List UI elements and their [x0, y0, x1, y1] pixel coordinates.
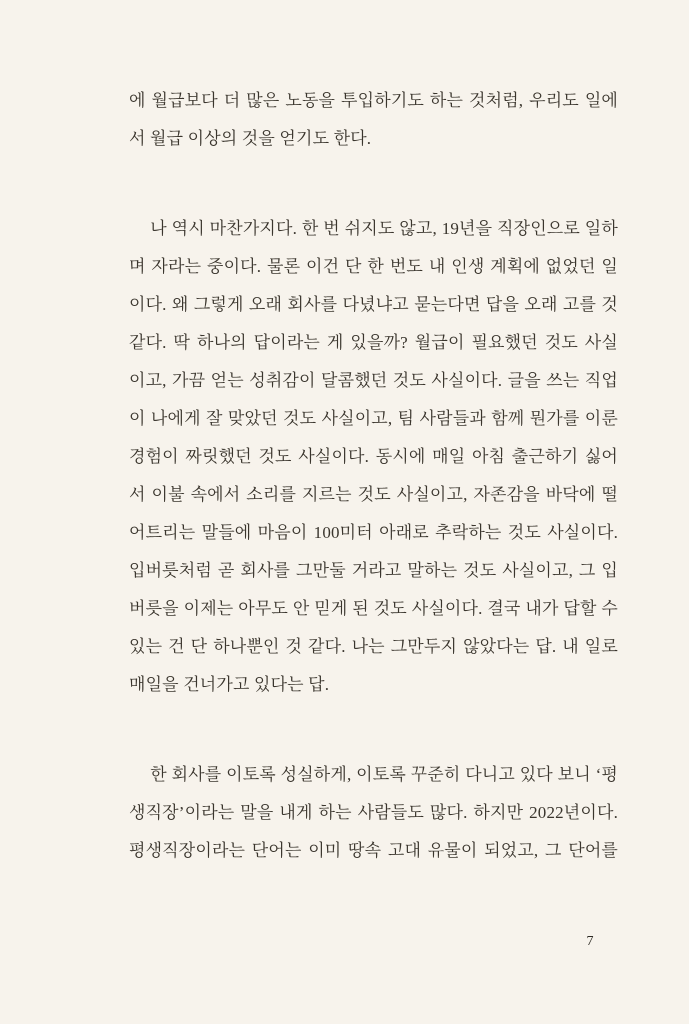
text-line: 평생직장이라는 단어는 이미 땅속 고대 유물이 되었고, 그 단어를 [129, 841, 618, 860]
text-line: 매일을 건너가고 있다는 답. [129, 675, 330, 694]
text-line: 생직장’이라는 말을 내게 하는 사람들도 많다. 하지만 2022년이다. [129, 803, 618, 822]
text-line: 있는 건 단 하나뿐인 것 같다. 나는 그만두지 않았다는 답. 내 일로 [129, 637, 618, 656]
text-line: 어트리는 말들에 마음이 100미터 아래로 추락하는 것도 사실이다. [129, 523, 618, 542]
text-line: 이고, 가끔 얻는 성취감이 달콤했던 것도 사실이다. 글을 쓰는 직업 [129, 371, 618, 390]
text-line: 이 나에게 잘 맞았던 것도 사실이고, 팀 사람들과 함께 뭔가를 이룬 [129, 409, 618, 428]
page-text [129, 82, 618, 870]
text-line: 이다. 왜 그렇게 오래 회사를 다녔냐고 묻는다면 답을 오래 고를 것 [129, 295, 618, 314]
text-line: 서 월급 이상의 것을 얻기도 한다. [129, 129, 372, 148]
text-line: 에 월급보다 더 많은 노동을 투입하기도 하는 것처럼, 우리도 일에 [129, 91, 618, 110]
text-line: 한 회사를 이토록 성실하게, 이토록 꾸준히 다니고 있다 보니 ‘평 [150, 765, 618, 784]
text-line: 서 이불 속에서 소리를 지르는 것도 사실이고, 자존감을 바닥에 떨 [129, 485, 618, 504]
paragraph [129, 756, 618, 870]
paragraph [129, 82, 618, 158]
text-line: 버릇을 이제는 아무도 안 믿게 된 것도 사실이다. 결국 내가 답할 수 [129, 599, 618, 618]
text-line: 같다. 딱 하나의 답이라는 게 있을까? 월급이 필요했던 것도 사실 [129, 333, 618, 352]
text-line: 나 역시 마찬가지다. 한 번 쉬지도 않고, 19년을 직장인으로 일하 [150, 219, 618, 238]
text-line: 며 자라는 중이다. 물론 이건 단 한 번도 내 인생 계획에 없었던 일 [129, 257, 618, 276]
page-number: 7 [586, 934, 594, 949]
text-line: 경험이 짜릿했던 것도 사실이다. 동시에 매일 아침 출근하기 싫어 [129, 447, 618, 466]
paragraph [129, 210, 618, 704]
text-line: 입버릇처럼 곧 회사를 그만둘 거라고 말하는 것도 사실이고, 그 입 [129, 561, 618, 580]
